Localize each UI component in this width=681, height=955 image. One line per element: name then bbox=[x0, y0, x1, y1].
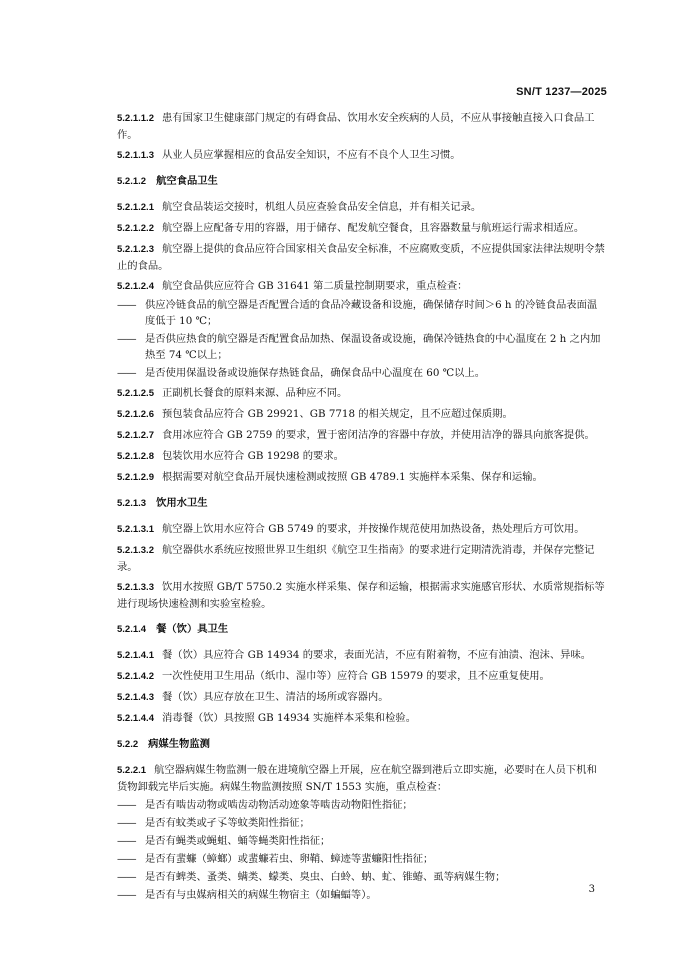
clause-number: 5.2.1.2.2 bbox=[117, 223, 154, 234]
clause-text: 供应冷链食品的航空器是否配置合适的食品冷藏设备和设施，确保储存时间＞6 h 的冷链食品表面温度低于 10 ℃； bbox=[145, 299, 598, 327]
clause-paragraph bbox=[117, 406, 607, 423]
clause-number: 5.2.1.2.3 bbox=[117, 244, 154, 255]
clause-text: 是否有蜚蠊（蟑螂）或蜚蠊若虫、卵鞘、蟑迹等蜚蠊阳性指征； bbox=[145, 853, 434, 865]
document-body bbox=[117, 110, 607, 903]
dash-mark: —— bbox=[117, 817, 136, 829]
clause-paragraph bbox=[117, 427, 607, 444]
clause-paragraph bbox=[117, 689, 607, 706]
clause-text: 航空食品卫生 bbox=[156, 175, 218, 187]
clause-paragraph bbox=[117, 199, 607, 216]
clause-text: 航空食品装运交接时，机组人员应查验食品安全信息，并有相关记录。 bbox=[161, 201, 482, 213]
clause-number: 5.2.1.2.9 bbox=[117, 472, 154, 483]
bullet-item bbox=[117, 815, 607, 831]
clause-text: 根据需要对航空食品开展快速检测或按照 GB 4789.1 实施样本采集、保存和运输。 bbox=[161, 471, 543, 483]
clause-number: 5.2.1.3 bbox=[117, 498, 147, 509]
clause-number: 5.2.2 bbox=[117, 739, 139, 750]
dash-mark: —— bbox=[117, 333, 136, 345]
section-heading bbox=[117, 173, 607, 190]
clause-paragraph bbox=[117, 710, 607, 727]
clause-text: 是否有与虫媒病相关的病媒生物宿主（如蝙蝠等）。 bbox=[145, 889, 377, 901]
clause-text: 饮用水卫生 bbox=[156, 497, 208, 509]
clause-paragraph bbox=[117, 110, 607, 143]
clause-text: 是否有啮齿动物或啮齿动物活动迹象等啮齿动物阳性指征； bbox=[145, 799, 413, 811]
dash-mark: —— bbox=[117, 853, 136, 865]
section-heading bbox=[117, 736, 607, 753]
bullet-item bbox=[117, 797, 607, 813]
dash-mark: —— bbox=[117, 835, 136, 847]
clause-number: 5.2.1.2.5 bbox=[117, 388, 154, 399]
dash-mark: —— bbox=[117, 799, 136, 811]
clause-number: 5.2.1.3.1 bbox=[117, 524, 154, 535]
clause-number: 5.2.1.2.7 bbox=[117, 430, 154, 441]
clause-paragraph bbox=[117, 762, 607, 795]
clause-paragraph bbox=[117, 448, 607, 465]
bullet-item bbox=[117, 365, 607, 381]
clause-text: 航空器供水系统应按照世界卫生组织《航空卫生指南》的要求进行定期清洗消毒，并保存完整记录。 bbox=[117, 544, 595, 573]
clause-text: 是否有蝇类或蝇蛆、蛹等蝇类阳性指征； bbox=[145, 835, 331, 847]
clause-text: 患有国家卫生健康部门规定的有碍食品、饮用水安全疾病的人员，不应从事接触直接入口食品工作。 bbox=[117, 112, 595, 141]
clause-number: 5.2.1.2.1 bbox=[117, 202, 154, 213]
clause-number: 5.2.1.1.3 bbox=[117, 150, 154, 161]
clause-paragraph bbox=[117, 241, 607, 274]
clause-text: 消毒餐（饮）具按照 GB 14934 实施样本采集和检验。 bbox=[161, 712, 416, 724]
clause-number: 5.2.1.4.3 bbox=[117, 692, 154, 703]
clause-text: 餐（饮）具应存放在卫生、清洁的场所或容器内。 bbox=[161, 691, 389, 703]
clause-text: 是否供应热食的航空器是否配置食品加热、保温设备或设施，确保冷链热食的中心温度在 2 h 之内加热至 74 ℃以上； bbox=[145, 333, 601, 361]
clause-text: 是否有蚊类或孑孓等蚊类阳性指征； bbox=[145, 817, 310, 829]
clause-text: 从业人员应掌握相应的食品安全知识，不应有不良个人卫生习惯。 bbox=[161, 149, 461, 161]
standard-code: SN/T 1237—2025 bbox=[516, 86, 607, 98]
bullet-item bbox=[117, 851, 607, 867]
clause-text: 餐（饮）具卫生 bbox=[156, 623, 229, 635]
clause-text: 包装饮用水应符合 GB 19298 的要求。 bbox=[161, 450, 344, 462]
clause-paragraph bbox=[117, 668, 607, 685]
clause-number: 5.2.1.4.4 bbox=[117, 713, 154, 724]
clause-number: 5.2.1.4.2 bbox=[117, 671, 154, 682]
bullet-item bbox=[117, 887, 607, 903]
clause-number: 5.2.1.3.3 bbox=[117, 582, 154, 593]
clause-text: 餐（饮）具应符合 GB 14934 的要求，表面光洁，不应有附着物，不应有油渍、泡沫、异味。 bbox=[161, 649, 592, 661]
clause-text: 航空食品供应应符合 GB 31641 第二质量控制期要求，重点检查： bbox=[161, 280, 468, 292]
clause-text: 饮用水按照 GB/T 5750.2 实施水样采集、保存和运输，根据需求实施感官形状、水质常规指标等进行现场快速检测和实验室检验。 bbox=[117, 581, 605, 610]
clause-text: 一次性使用卫生用品（纸巾、湿巾等）应符合 GB 15979 的要求，且不应重复使用。 bbox=[161, 670, 550, 682]
bullet-item bbox=[117, 331, 607, 363]
section-heading bbox=[117, 621, 607, 638]
clause-paragraph bbox=[117, 278, 607, 295]
bullet-item bbox=[117, 297, 607, 329]
clause-text: 是否有蜱类、蚤类、螨类、蠓类、臭虫、白蛉、蚋、虻、锥蝽、虱等病媒生物； bbox=[145, 871, 506, 883]
clause-paragraph bbox=[117, 647, 607, 664]
clause-paragraph bbox=[117, 385, 607, 402]
section-heading bbox=[117, 495, 607, 512]
dash-mark: —— bbox=[117, 871, 136, 883]
clause-paragraph bbox=[117, 521, 607, 538]
clause-paragraph bbox=[117, 579, 607, 612]
clause-number: 5.2.2.1 bbox=[117, 765, 147, 776]
clause-text: 航空器病媒生物监测一般在进境航空器上开展，应在航空器到港后立即实施，必要时在人员下机和货物卸载完毕后实施。病媒生物监测按照 SN/T 1553 实施，重点检查： bbox=[117, 764, 597, 793]
clause-paragraph bbox=[117, 147, 607, 164]
clause-number: 5.2.1.3.2 bbox=[117, 545, 154, 556]
clause-text: 预包装食品应符合 GB 29921、GB 7718 的相关规定，且不应超过保质期。 bbox=[161, 408, 513, 420]
clause-number: 5.2.1.2.4 bbox=[117, 281, 154, 292]
bullet-item bbox=[117, 833, 607, 849]
clause-paragraph bbox=[117, 220, 607, 237]
clause-number: 5.2.1.2.8 bbox=[117, 451, 154, 462]
clause-text: 航空器上提供的食品应符合国家相关食品安全标准，不应腐败变质，不应提供国家法律法规明令禁止的食品。 bbox=[117, 243, 605, 272]
clause-number: 5.2.1.4.1 bbox=[117, 650, 154, 661]
clause-number: 5.2.1.1.2 bbox=[117, 113, 154, 124]
clause-text: 食用冰应符合 GB 2759 的要求，置于密闭洁净的容器中存放，并使用洁净的器具向旅客提供。 bbox=[161, 429, 595, 441]
clause-number: 5.2.1.2 bbox=[117, 176, 147, 187]
clause-paragraph bbox=[117, 542, 607, 575]
clause-text: 病媒生物监测 bbox=[148, 738, 210, 750]
clause-number: 5.2.1.2.6 bbox=[117, 409, 154, 420]
bullet-item bbox=[117, 869, 607, 885]
dash-mark: —— bbox=[117, 299, 136, 311]
dash-mark: —— bbox=[117, 889, 136, 901]
clause-text: 是否使用保温设备或设施保存热链食品，确保食品中心温度在 60 ℃以上。 bbox=[145, 367, 486, 379]
clause-text: 航空器上应配备专用的容器，用于储存、配发航空餐食，且容器数量与航班运行需求相适应。 bbox=[161, 222, 585, 234]
dash-mark: —— bbox=[117, 367, 136, 379]
clause-number: 5.2.1.4 bbox=[117, 624, 147, 635]
clause-text: 正副机长餐食的原料来源、品种应不同。 bbox=[161, 387, 348, 399]
clause-paragraph bbox=[117, 469, 607, 486]
clause-text: 航空器上饮用水应符合 GB 5749 的要求，并按操作规范使用加热设备，热处理后方可饮用。 bbox=[161, 523, 585, 535]
page-number: 3 bbox=[588, 884, 595, 895]
